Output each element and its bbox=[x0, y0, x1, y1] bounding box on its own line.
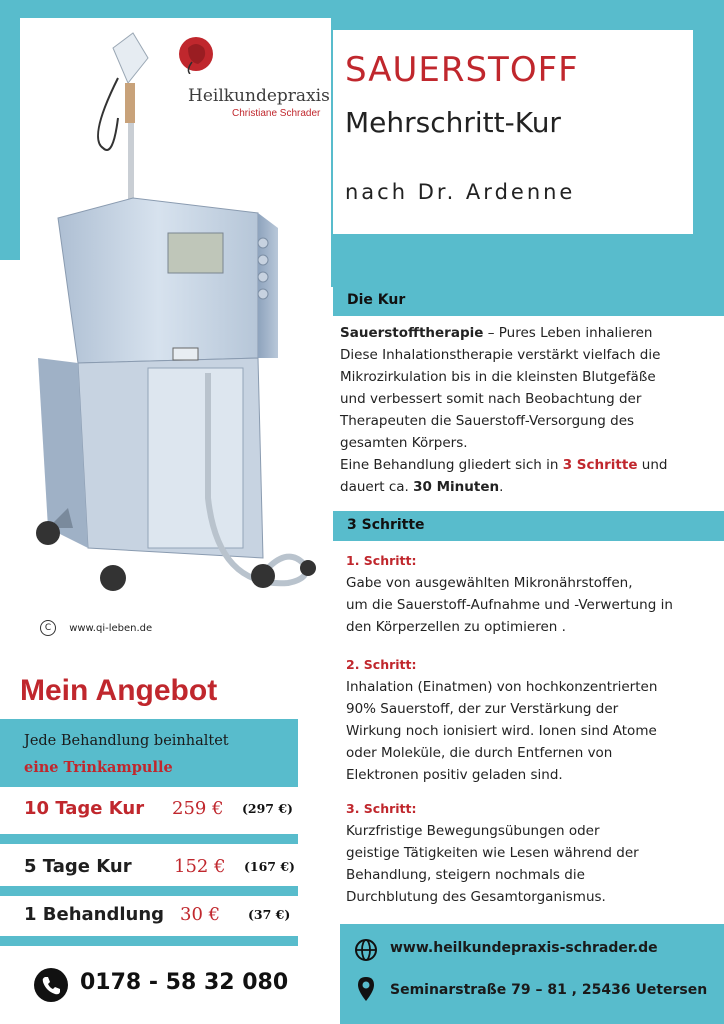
section-heading-kur: Die Kur bbox=[347, 292, 406, 308]
image-credit-text: www.qi-leben.de bbox=[69, 623, 153, 634]
footer-website-row[interactable] bbox=[354, 938, 658, 966]
image-credit bbox=[40, 620, 152, 636]
step-line: den Körperzellen zu optimieren . bbox=[346, 619, 566, 635]
price-row-price: 259 € bbox=[172, 798, 224, 819]
kur-lead-bold: Sauerstofftherapie bbox=[340, 325, 484, 341]
price-row-name: 1 Behandlung bbox=[24, 904, 165, 925]
kur-text-part: dauert ca. bbox=[340, 479, 414, 495]
copyright-icon: C bbox=[40, 620, 56, 636]
kur-lead-rest: – Pures Leben inhalieren bbox=[483, 325, 653, 341]
kur-highlight-steps: 3 Schritte bbox=[562, 457, 638, 473]
kur-duration-2 bbox=[340, 476, 720, 498]
offer-info-box bbox=[0, 719, 298, 787]
price-divider bbox=[0, 886, 298, 896]
page-title: SAUERSTOFF bbox=[345, 50, 579, 90]
price-row-name: 10 Tage Kur bbox=[24, 798, 145, 819]
globe-icon bbox=[354, 938, 378, 962]
price-divider bbox=[0, 936, 298, 946]
kur-line: Mikrozirkulation bis in die kleinsten Blutgefäße bbox=[340, 369, 656, 385]
phone-number[interactable]: 0178 - 58 32 080 bbox=[80, 970, 289, 995]
kur-line: Diese Inhalationstherapie verstärkt vielfach die bbox=[340, 347, 661, 363]
kur-line: gesamten Körpers. bbox=[340, 435, 468, 451]
price-row-price: 152 € bbox=[174, 856, 226, 877]
kur-text bbox=[340, 322, 720, 498]
price-row-5-tage bbox=[24, 854, 299, 880]
price-row-10-tage bbox=[24, 796, 299, 822]
kur-duration bbox=[340, 454, 720, 476]
footer-website[interactable]: www.heilkundepraxis-schrader.de bbox=[390, 940, 658, 956]
location-pin-icon bbox=[354, 976, 378, 1002]
price-row-old-price: (167 €) bbox=[244, 859, 295, 874]
kur-text-part: und bbox=[637, 457, 668, 473]
kur-text-part: . bbox=[499, 479, 504, 495]
step-line: Inhalation (Einatmen) von hochkonzentrierten bbox=[346, 679, 658, 695]
section-header-schritte bbox=[333, 511, 724, 541]
step-line: Kurzfristige Bewegungsübungen oder bbox=[346, 823, 600, 839]
title-box bbox=[333, 30, 693, 234]
kur-text-part: Eine Behandlung gliedert sich in bbox=[340, 457, 563, 473]
page-subtitle: Mehrschritt-Kur bbox=[345, 106, 561, 139]
section-heading-schritte: 3 Schritte bbox=[347, 517, 425, 533]
footer-contact-panel bbox=[340, 924, 724, 1024]
offer-line-1: Jede Behandlung beinhaltet bbox=[24, 733, 229, 749]
kur-line: und verbessert somit nach Beobachtung der bbox=[340, 391, 642, 407]
footer-address-row bbox=[354, 976, 708, 1006]
step-1-label: 1. Schritt: bbox=[346, 553, 417, 568]
price-divider bbox=[0, 834, 298, 844]
step-line: Behandlung, steigern nochmals die bbox=[346, 867, 585, 883]
step-line: geistige Tätigkeiten wie Lesen während der bbox=[346, 845, 639, 861]
kur-highlight-minutes: 30 Minuten bbox=[413, 479, 500, 495]
step-3-label: 3. Schritt: bbox=[346, 801, 417, 816]
step-line: Wirkung noch ionisiert wird. Ionen sind Atome bbox=[346, 723, 657, 739]
section-header-kur bbox=[333, 286, 724, 316]
step-2-label: 2. Schritt: bbox=[346, 657, 417, 672]
left-teal-strip bbox=[0, 0, 20, 260]
step-1 bbox=[346, 550, 716, 638]
price-row-old-price: (37 €) bbox=[248, 907, 291, 922]
step-line: Elektronen positiv geladen sind. bbox=[346, 767, 563, 783]
step-line: um die Sauerstoff-Aufnahme und -Verwertung in bbox=[346, 597, 673, 613]
footer-address: Seminarstraße 79 – 81 , 25436 Uetersen bbox=[390, 982, 708, 998]
flower-logo-icon bbox=[176, 34, 216, 74]
price-row-price: 30 € bbox=[180, 904, 221, 925]
page-byline: nach Dr. Ardenne bbox=[345, 180, 576, 204]
offer-line-2: eine Trinkampulle bbox=[24, 759, 173, 776]
step-line: Gabe von ausgewählten Mikronährstoffen, bbox=[346, 575, 633, 591]
price-row-1-behandlung bbox=[24, 902, 299, 928]
price-row-old-price: (297 €) bbox=[242, 801, 293, 816]
practice-logo bbox=[170, 34, 330, 124]
offer-title: Mein Angebot bbox=[20, 674, 218, 707]
logo-name: Heilkundepraxis bbox=[188, 86, 330, 106]
step-line: 90% Sauerstoff, der zur Verstärkung der bbox=[346, 701, 619, 717]
kur-lead bbox=[340, 322, 720, 344]
kur-line: Therapeuten die Sauerstoff-Versorgung des bbox=[340, 413, 635, 429]
step-line: Durchblutung des Gesamtorganismus. bbox=[346, 889, 606, 905]
step-3 bbox=[346, 798, 716, 908]
logo-owner: Christiane Schrader bbox=[232, 108, 321, 119]
price-row-name: 5 Tage Kur bbox=[24, 856, 132, 877]
step-line: oder Moleküle, die durch Entfernen von bbox=[346, 745, 613, 761]
phone-icon bbox=[34, 968, 68, 1002]
step-2 bbox=[346, 654, 716, 786]
